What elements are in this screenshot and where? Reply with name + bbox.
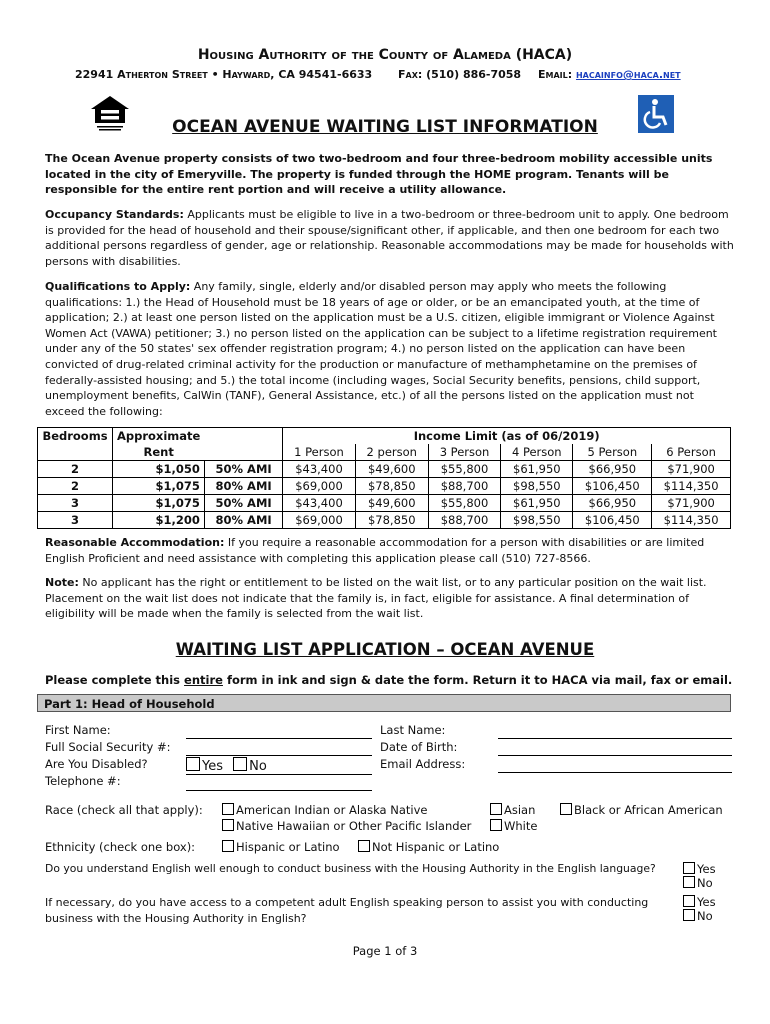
table-subheader-row <box>38 444 731 461</box>
email-address-field[interactable] <box>498 772 732 773</box>
ami-header-blank <box>204 444 283 461</box>
instr-pre: Please complete this <box>45 673 181 687</box>
race-label: Race (check all that apply): <box>45 803 203 817</box>
disabled-yes-label: Yes <box>202 759 223 774</box>
limit-cell: $49,600 <box>355 495 428 512</box>
english-no-option <box>683 876 716 890</box>
dob-label: Date of Birth: <box>380 740 458 754</box>
race-checkbox[interactable] <box>490 819 502 831</box>
accommodation-text: If you require a reasonable accommodation for a person with disabilities or are limited English Proficient and need assistance with completing this application please call (510) 727-8566. <box>45 536 705 565</box>
qualifications-text: Any family, single, elderly and/or disabled person may apply who meets the following qualifications: 1.) the Head of Household must be 18 years of age or older, or be an emancipated youth, at the time of application; 2.) at least one person listed on the application must be a U.S. citizen, eligible immigrant or Violence Against Women Act (VAWA) petitioner; 3.) no person listed on the application can be subject to a lifetime registration requirement under any of the 50 states' sex offender registration program; 4.) no person listed on the application can have been convicted of drug-related criminal activity for the production or manufacture of methamphetamine on the premises of federally-assisted housing; and 5.) the total income (including wages, Social Security benefits, pensions, child support, unemployment benefits, CalWin (TANF), General Assistance, etc.) of all the persons listed on the application must not exceed the following: <box>45 280 717 418</box>
adult-no-option <box>683 909 716 923</box>
limit-cell: $61,950 <box>501 495 573 512</box>
limit-cell: $55,800 <box>428 495 500 512</box>
last-name-field[interactable] <box>498 738 732 739</box>
disabled-label: Are You Disabled? <box>45 757 148 771</box>
income-limit-table <box>37 427 731 529</box>
limit-cell: $114,350 <box>652 512 731 529</box>
limit-cell: $43,400 <box>283 495 355 512</box>
email-link[interactable]: hacainfo@haca.net <box>575 68 681 81</box>
adult-question-line2: business with the Housing Authority in English? <box>45 912 307 925</box>
ethnicity-option-label: Hispanic or Latino <box>236 840 340 854</box>
limit-cell: $88,700 <box>428 512 500 529</box>
part1-section-bar: Part 1: Head of Household <box>37 694 731 712</box>
race-option <box>222 819 471 833</box>
telephone-field[interactable] <box>186 790 372 791</box>
limit-cell: $78,850 <box>355 478 428 495</box>
limit-cell: $78,850 <box>355 512 428 529</box>
adult-no-label: No <box>697 909 713 923</box>
ethnicity-option <box>222 840 340 854</box>
intro-paragraph: The Ocean Avenue property consists of two two-bedroom and four three-bedroom mobility accessible units located in the city of Emeryville. The property is funded through the HOME program. Tenants will be responsible for the entire rent portion and will receive a utility allowance. <box>45 152 713 197</box>
limit-cell: $106,450 <box>573 512 652 529</box>
adult-question-line1: If necessary, do you have access to a competent adult English speaking person to assist you with conducting <box>45 896 649 909</box>
limit-cell: $98,550 <box>501 478 573 495</box>
race-checkbox[interactable] <box>560 803 572 815</box>
rent-cell: $1,050 <box>113 461 205 478</box>
english-options <box>683 862 716 890</box>
page-number: Page 1 of 3 <box>352 944 418 958</box>
email-address-label: Email Address: <box>380 757 466 771</box>
occupancy-label: Occupancy Standards: <box>45 208 184 221</box>
first-name-field[interactable] <box>186 738 372 739</box>
application-instructions <box>45 673 735 689</box>
rent-cell: $1,200 <box>113 512 205 529</box>
application-title: WAITING LIST APPLICATION – OCEAN AVENUE <box>175 640 595 659</box>
instr-post: form in ink and sign & date the form. Return it to HACA via mail, fax or email. <box>226 673 733 687</box>
bedrooms-cell: 3 <box>38 495 113 512</box>
note-text: No applicant has the right or entitlement to be listed on the wait list, or to any particular position on the wait list. Placement on the wait list does not indicate that the family is, in fact, eligible for assistance. A final determination of eligibility will be made when the family is selected from the wait list. <box>45 576 707 621</box>
note-paragraph <box>45 575 735 622</box>
table-header-row <box>38 428 731 445</box>
disabled-no-label: No <box>249 759 267 774</box>
first-name-label: First Name: <box>45 723 111 737</box>
bedrooms-header: Bedrooms <box>38 428 113 445</box>
occupancy-text: Applicants must be eligible to live in a two-bedroom or three-bedroom unit to apply. One bedroom is provided for the head of household and their spouse/significant other, if applicable, and then one bedroom for each two additional persons regardless of gender, age or relationship. Reasonable accommodations may be made for households with persons with disabilities. <box>45 208 734 268</box>
english-no-checkbox[interactable] <box>683 876 695 888</box>
race-option-label: Native Hawaiian or Other Pacific Islander <box>236 819 472 833</box>
race-option-label: Black or African American <box>574 803 723 817</box>
limit-cell: $61,950 <box>501 461 573 478</box>
limit-cell: $69,000 <box>283 478 355 495</box>
ami-cell: 80% AMI <box>204 512 283 529</box>
race-checkbox[interactable] <box>222 803 234 815</box>
race-checkbox[interactable] <box>222 819 234 831</box>
adult-question <box>45 895 665 927</box>
person-header: 4 Person <box>501 444 573 461</box>
race-option-label: Asian <box>504 803 536 817</box>
header-blank <box>204 428 283 445</box>
race-option <box>222 803 427 817</box>
ethnicity-label: Ethnicity (check one box): <box>45 840 196 854</box>
occupancy-paragraph <box>45 207 735 269</box>
rent-header-2: Rent <box>113 444 205 461</box>
limit-cell: $49,600 <box>355 461 428 478</box>
person-header: 6 Person <box>652 444 731 461</box>
agency-heading: Housing Authority of the County of Alameda (HACA) <box>197 47 573 63</box>
limit-cell: $98,550 <box>501 512 573 529</box>
race-checkbox[interactable] <box>490 803 502 815</box>
bedrooms-header-blank <box>38 444 113 461</box>
ami-cell: 50% AMI <box>204 495 283 512</box>
english-yes-option <box>683 862 716 876</box>
adult-options <box>683 895 716 923</box>
qualifications-label: Qualifications to Apply: <box>45 280 191 293</box>
ami-cell: 50% AMI <box>204 461 283 478</box>
instr-entire: entire <box>184 673 223 687</box>
email-label: Email: <box>538 68 573 81</box>
limit-cell: $55,800 <box>428 461 500 478</box>
limit-cell: $66,950 <box>573 461 652 478</box>
agency-email <box>538 68 681 81</box>
rent-header-1: Approximate <box>113 428 205 445</box>
adult-no-checkbox[interactable] <box>683 909 695 921</box>
rent-cell: $1,075 <box>113 495 205 512</box>
disabled-options <box>186 757 267 774</box>
agency-fax: Fax: (510) 886-7058 <box>398 68 522 81</box>
limit-cell: $114,350 <box>652 478 731 495</box>
ethnicity-checkbox[interactable] <box>222 840 234 852</box>
race-option <box>490 803 535 817</box>
english-yes-checkbox[interactable] <box>683 862 695 874</box>
race-option <box>560 803 723 817</box>
adult-yes-option <box>683 895 716 909</box>
english-question: Do you understand English well enough to conduct business with the Housing Authority in the English language? <box>45 862 656 875</box>
limit-cell: $43,400 <box>283 461 355 478</box>
limit-cell: $71,900 <box>652 495 731 512</box>
ethnicity-checkbox[interactable] <box>358 840 370 852</box>
bedrooms-cell: 2 <box>38 461 113 478</box>
accommodation-paragraph <box>45 535 735 566</box>
rent-cell: $1,075 <box>113 478 205 495</box>
accommodation-label: Reasonable Accommodation: <box>45 536 225 549</box>
person-header: 3 Person <box>428 444 500 461</box>
adult-yes-checkbox[interactable] <box>683 895 695 907</box>
info-title: OCEAN AVENUE WAITING LIST INFORMATION <box>172 117 598 137</box>
race-option-label: American Indian or Alaska Native <box>236 803 428 817</box>
limit-cell: $66,950 <box>573 495 652 512</box>
race-option <box>490 819 537 833</box>
bedrooms-cell: 2 <box>38 478 113 495</box>
ssn-label: Full Social Security #: <box>45 740 171 754</box>
telephone-label: Telephone #: <box>45 774 121 788</box>
qualifications-paragraph <box>45 279 735 419</box>
english-no-label: No <box>697 876 713 890</box>
ami-cell: 80% AMI <box>204 478 283 495</box>
note-label: Note: <box>45 576 79 589</box>
limit-cell: $71,900 <box>652 461 731 478</box>
limit-cell: $106,450 <box>573 478 652 495</box>
adult-yes-label: Yes <box>697 895 716 909</box>
table-row <box>38 495 731 512</box>
ethnicity-option-label: Not Hispanic or Latino <box>372 840 500 854</box>
disabled-no-checkbox[interactable] <box>233 757 247 771</box>
person-header: 1 Person <box>283 444 355 461</box>
income-header: Income Limit (as of 06/2019) <box>283 428 731 445</box>
last-name-label: Last Name: <box>380 723 446 737</box>
limit-cell: $69,000 <box>283 512 355 529</box>
limit-cell: $88,700 <box>428 478 500 495</box>
person-header: 5 Person <box>573 444 652 461</box>
ssn-field[interactable] <box>186 755 372 756</box>
bedrooms-cell: 3 <box>38 512 113 529</box>
dob-field[interactable] <box>498 755 732 756</box>
disabled-line <box>186 774 372 775</box>
table-row <box>38 478 731 495</box>
table-row <box>38 512 731 529</box>
race-option-label: White <box>504 819 538 833</box>
ethnicity-option <box>358 840 499 854</box>
person-header: 2 person <box>355 444 428 461</box>
disabled-yes-checkbox[interactable] <box>186 757 200 771</box>
table-row <box>38 461 731 478</box>
agency-address: 22941 Atherton Street • Hayward, CA 94541-6633 <box>75 68 373 81</box>
english-yes-label: Yes <box>697 862 716 876</box>
